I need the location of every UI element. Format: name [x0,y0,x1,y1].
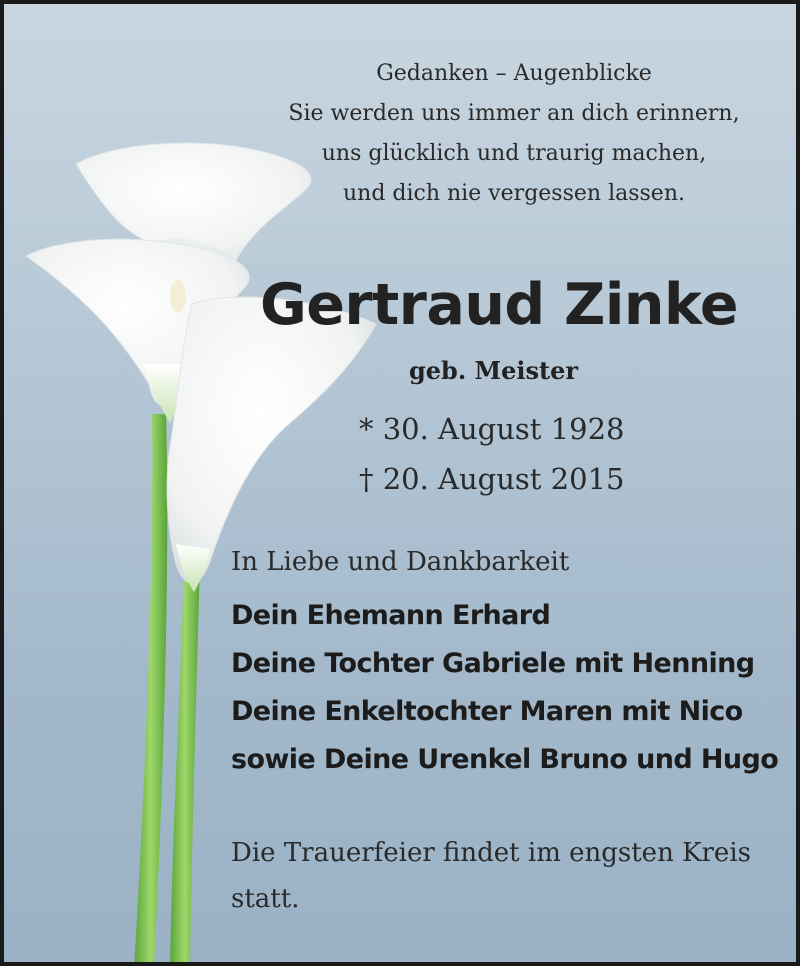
funeral-note: Die Trauerfeier findet im engsten Kreis statt. [231,838,751,914]
life-dates [359,404,624,504]
mourner-name: Deine Enkeltochter Maren mit Nico [231,696,743,727]
death-date: † 20. August 2015 [359,462,625,496]
poem-line: Sie werden uns immer an dich erinnern, [288,101,740,126]
mourners-list [231,592,778,784]
poem-line: uns glücklich und traurig machen, [321,141,707,166]
mourner-name: Dein Ehemann Erhard [231,600,551,631]
deceased-name: Gertraud Zinke [259,272,739,338]
poem-line: und dich nie vergessen lassen. [343,181,685,206]
mourner-name: sowie Deine Urenkel Bruno und Hugo [231,744,779,775]
mourner-name: Deine Tochter Gabriele mit Henning [231,648,755,679]
maiden-name: geb. Meister [409,356,579,385]
birth-date: * 30. August 1928 [359,412,625,446]
mourners-intro: In Liebe und Dankbarkeit [231,547,570,577]
memorial-poem [234,54,794,214]
poem-line: Gedanken – Augenblicke [376,61,652,86]
